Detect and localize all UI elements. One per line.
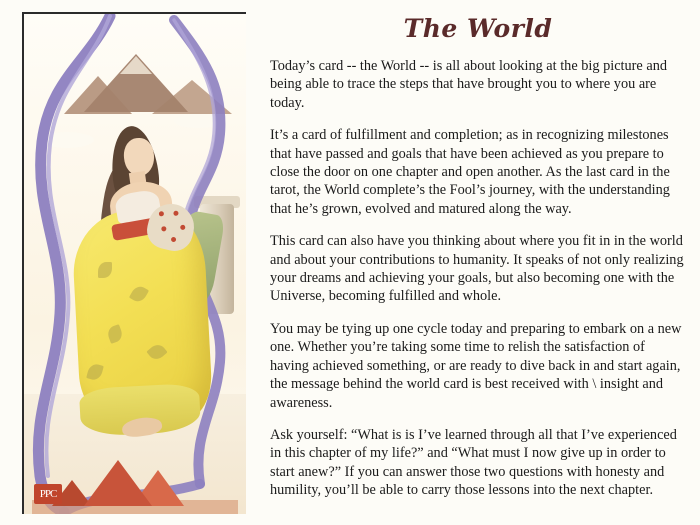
tarot-card-artwork bbox=[24, 14, 246, 514]
reading-paragraph: It’s a card of fulfillment and completion; as in recognizing milestones that have passed and goals that have been achieved as you prepare to close the door on one chapter and open another. As the last card in the tarot, the World complete’s the Fool’s journey, with the understanding that he’s grown, evolved and matured along the way. bbox=[270, 127, 670, 217]
artist-signature: PPC bbox=[34, 484, 62, 504]
tarot-card-image bbox=[22, 12, 246, 514]
reading-pane bbox=[262, 0, 700, 525]
red-rock bbox=[84, 460, 152, 506]
reading-paragraph: You may be tying up one cycle today and preparing to embark on a new one. Whether you’re taking some time to relish the satisfaction of having achieved something, or are ready to dive back in and start again, the message behind the world card is best received with \ insight and awareness. bbox=[270, 320, 682, 411]
reading-paragraph: Today’s card -- the World -- is all about looking at the big picture and being able to trace the steps that have brought you to where you are today. bbox=[270, 58, 667, 111]
reading-paragraph: This card can also have you thinking about where you fit in in the world and about your contributions to humanity. It speaks of not only realizing your dreams and achieving your goals, but also becoming one with the Universe, becoming fulfilled and whole. bbox=[270, 233, 684, 305]
page-title: The World bbox=[403, 14, 553, 43]
reading-paragraph: Ask yourself: “What is is I’ve learned through all that I’ve experienced in this chapter of my life?” and “What must I now give up in order to start anew?” If you can answer those two questions with honesty and humility, you’ll be able to carry those lessons into the next chapter. bbox=[270, 426, 677, 499]
tarot-card-pane bbox=[0, 0, 262, 525]
